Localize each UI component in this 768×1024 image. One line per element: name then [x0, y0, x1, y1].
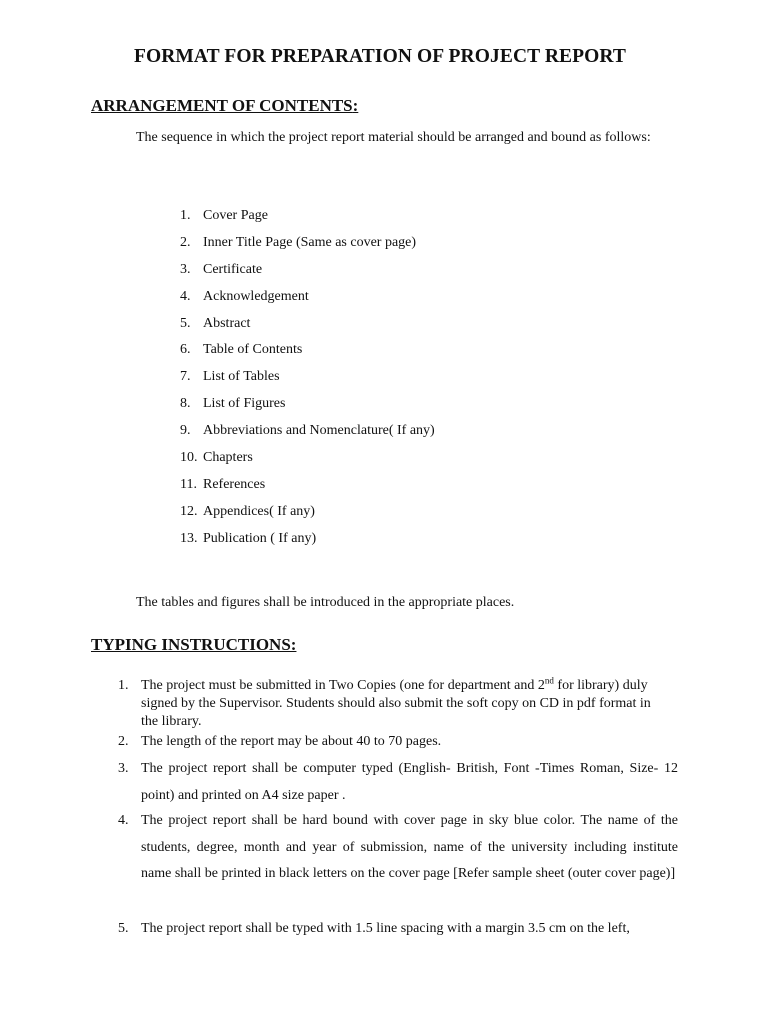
ordinal-superscript: nd [544, 675, 554, 686]
list-item-number: 9. [180, 423, 191, 439]
list-item-number: 3. [180, 261, 191, 277]
list-item-text: Inner Title Page (Same as cover page) [203, 234, 417, 250]
instruction-text: The length of the report may be about 40 to 70 pages. [141, 734, 442, 749]
list-item-text: Cover Page [203, 208, 268, 223]
list-item-number: 11. [180, 476, 197, 492]
list-item [180, 257, 435, 284]
list-item-text: Certificate [203, 261, 263, 277]
list-item-number: 8. [180, 396, 191, 412]
list-item [180, 230, 435, 257]
list-item [180, 337, 435, 364]
arrangement-heading-colon: : [352, 96, 359, 115]
list-item-text: References [203, 476, 266, 492]
instruction-text: The project report shall be hard bound with cover page in sky blue color. The name of the students, degree, month and year of submission, name of the university including institute name shall be printed in black letters on the cover page [Refer sample sheet (outer cover page)] [141, 813, 678, 881]
instruction-number: 4. [118, 813, 129, 828]
list-item [180, 203, 435, 230]
list-item [180, 311, 435, 338]
arrangement-heading-text: ARRANGEMENT OF CONTENTS [91, 96, 353, 115]
list-item-number: 10. [180, 450, 198, 466]
list-item [180, 472, 435, 499]
list-item-text: Table of Contents [203, 342, 303, 358]
instruction-text: The project report shall be computer typed (English- British, Font -Times Roman, Size- 12 point) and printed on A4 size paper . [141, 761, 678, 803]
list-item-number: 5. [180, 315, 191, 331]
list-item [180, 391, 435, 418]
list-item [180, 445, 435, 472]
list-item [180, 526, 435, 553]
list-item [180, 418, 435, 445]
arrangement-intro: The sequence in which the project report material should be arranged and bound as follows: [136, 130, 651, 145]
list-item-number: 12. [180, 503, 198, 519]
list-item [180, 284, 435, 311]
list-item-text: List of Figures [203, 396, 286, 412]
typing-instructions-heading: TYPING INSTRUCTIONS: [91, 635, 297, 654]
list-item-text: List of Tables [203, 369, 280, 385]
list-item-text: Abbreviations and Nomenclature( If any) [203, 423, 435, 439]
list-item-number: 6. [180, 342, 191, 358]
list-item-text: Publication ( If any) [203, 530, 317, 546]
list-item [180, 364, 435, 391]
instruction-text-part: The project must be submitted in Two Copies (one for department and 2 [141, 678, 545, 693]
list-item-number: 4. [180, 288, 191, 304]
list-item-text: Abstract [203, 315, 251, 331]
arrangement-heading [91, 96, 358, 116]
instruction-text: The project report shall be typed with 1.5 line spacing with a margin 3.5 cm on the left, [141, 921, 630, 936]
list-item-text: Appendices( If any) [203, 503, 315, 519]
list-item-text: Chapters [203, 450, 253, 466]
list-item-text: Acknowledgement [203, 288, 309, 304]
instruction-number: 1. [118, 678, 129, 693]
document-title: FORMAT FOR PREPARATION OF PROJECT REPORT [133, 46, 627, 67]
instruction-text [141, 677, 666, 731]
list-item-number: 1. [180, 208, 191, 223]
list-item-number: 2. [180, 234, 191, 250]
instruction-number: 3. [118, 761, 129, 776]
list-item-number: 13. [180, 530, 198, 546]
list-item-number: 7. [180, 369, 191, 385]
instruction-text-part: for library) duly signed by the Supervisor. Students should also submit the soft copy on CD in pdf format in the library. [141, 678, 651, 729]
tables-figures-note: The tables and figures shall be introduced in the appropriate places. [136, 595, 515, 610]
instruction-number: 2. [118, 734, 129, 749]
list-item [180, 499, 435, 526]
instruction-number: 5. [118, 921, 129, 936]
contents-list [180, 203, 435, 553]
